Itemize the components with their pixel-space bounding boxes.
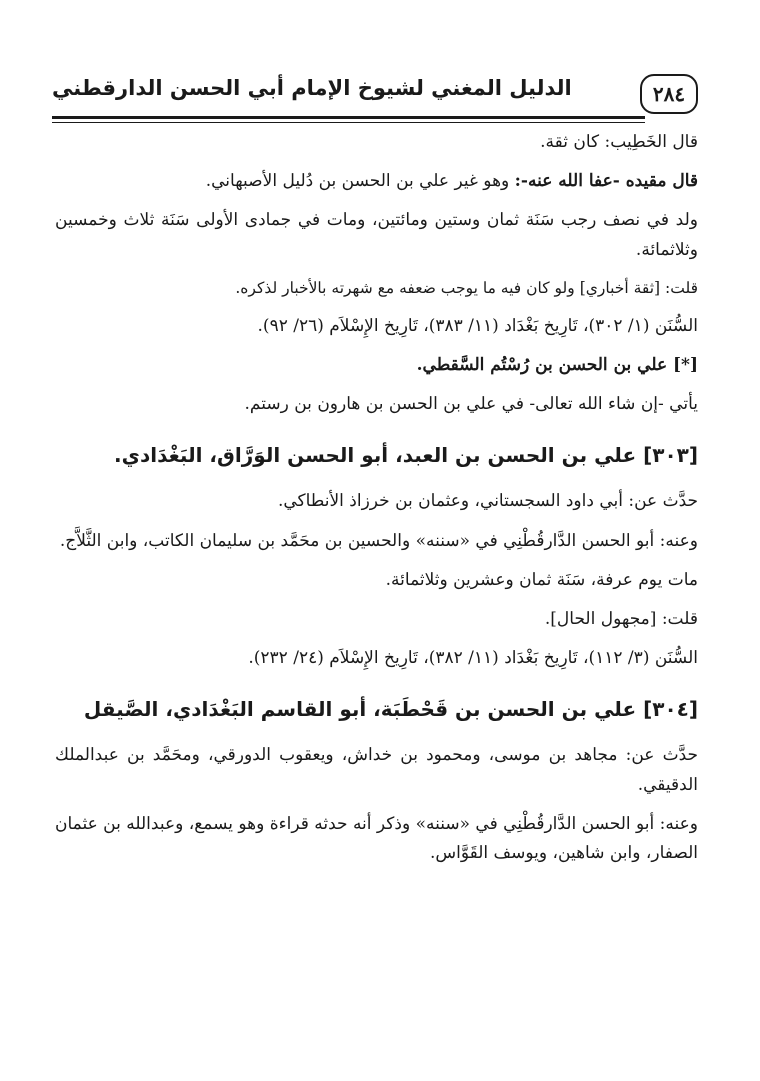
paragraph-khatib: قال الخَطِيب: كان ثقة. — [540, 132, 698, 152]
page-header — [52, 74, 698, 114]
page-body — [55, 128, 698, 878]
header-rule — [52, 116, 645, 123]
entry-303-verdict: قلت: [مجهول الحال]. — [544, 609, 698, 629]
muqayyid-label: قال مقيده -عفا الله عنه-: — [514, 171, 698, 192]
entry-304-students: وعنه: أبو الحسن الدَّارقُطْنِي في «سننه» وذكر أنه حدثه قراءة وهو يسمع، وعبدالله بن عثمان الصفار، وابن شاهين، ويوسف القَوَّاس. — [55, 813, 698, 864]
entry-303-teachers: حدَّث عن: أبي داود السجستاني، وعثمان بن خرزاذ الأنطاكي. — [277, 491, 698, 512]
paragraph-cross-ref-title: [*] علي بن الحسن بن رُسْتُم السَّقطي. — [416, 354, 698, 375]
paragraph-verdict: قلت: [ثقة أخباري] ولو كان فيه ما يوجب ضعفه مع شهرته بالأخبار لذكره. — [235, 278, 698, 297]
paragraph-cross-ref: يأتي -إن شاء الله تعالى- في علي بن الحسن بن هارون بن رستم. — [244, 394, 698, 415]
paragraph-muqayyid — [55, 167, 698, 196]
paragraph-sources: السُّنَن (١/ ٣٠٢)، تَارِيخ بَغْدَاد (١١/ ٣٨٣)، تَارِيخ الإِسْلاَم (٢٦/ ٩٢). — [257, 315, 698, 336]
entry-303-title: [٣٠٣] علي بن الحسن بن العبد، أبو الحسن الوَرَّاق، البَغْدَادي. — [114, 443, 698, 468]
paragraph-birth-death: ولد في نصف رجب سَنَة ثمان وستين ومائتين، ومات في جمادى الأولى سَنَة ثلاث وخمسين وثلاثمائة. — [55, 210, 698, 260]
entry-304-title: [٣٠٤] علي بن الحسن بن قَحْطَبَة، أبو القاسم البَغْدَادي، الصَّيقل — [83, 697, 698, 722]
running-title: الدليل المغني لشيوخ الإمام أبي الحسن الدارقطني — [52, 76, 572, 100]
entry-304-teachers: حدَّث عن: مجاهد بن موسى، ومحمود بن خداش، ويعقوب الدورقي، ومحَمَّد بن عبدالملك الدقيقي. — [55, 745, 698, 795]
entry-303-death: مات يوم عرفة، سَنَة ثمان وعشرين وثلاثمائة. — [385, 569, 698, 590]
entry-303-sources: السُّنَن (٣/ ١١٢)، تَارِيخ بَغْدَاد (١١/ ٣٨٢)، تَارِيخ الإِسْلاَم (٢٤/ ٢٣٢). — [248, 648, 698, 669]
muqayyid-text: وهو غير علي بن الحسن بن دُليل الأصبهاني. — [205, 171, 515, 192]
entry-303-students: وعنه: أبو الحسن الدَّارقُطْنِي في «سننه» والحسين بن محَمَّد بن سليمان الكاتب، وابن الثَّلاَّج. — [59, 530, 698, 551]
page-number: ٢٨٤ — [640, 74, 698, 114]
